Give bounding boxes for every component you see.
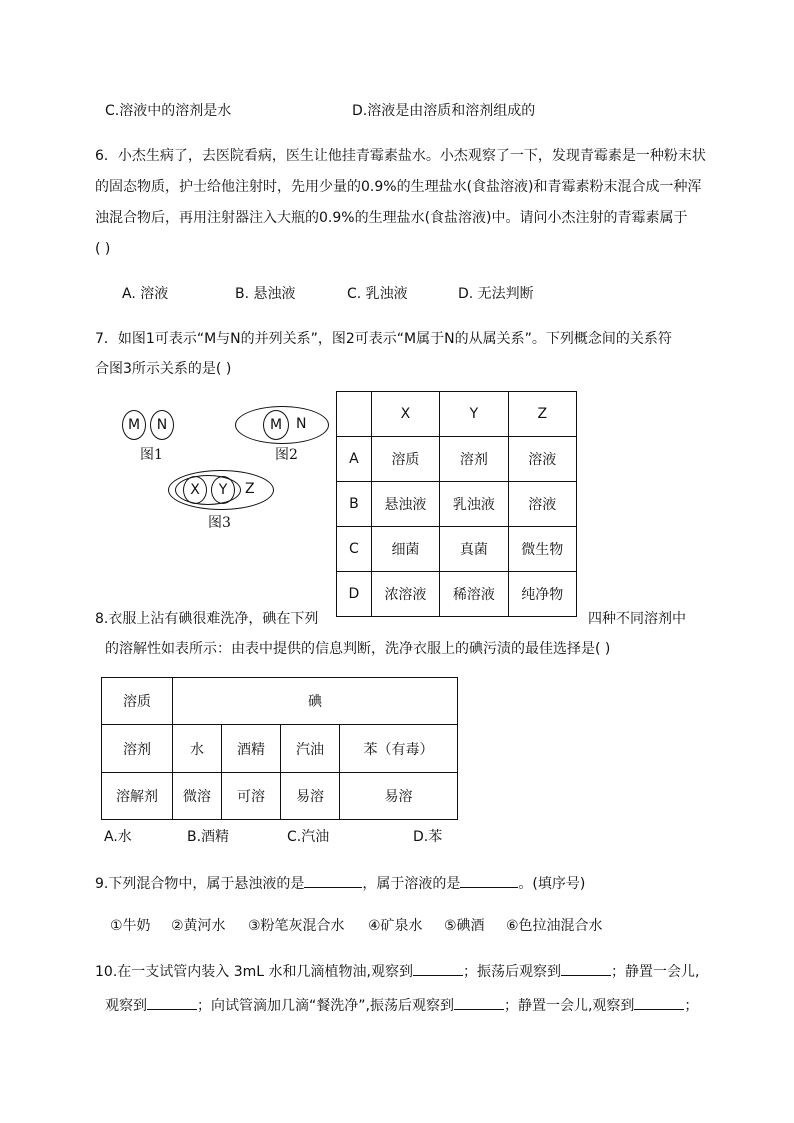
q7-table-cell: D [337, 572, 372, 617]
table-row [337, 572, 577, 617]
q8-table-cell: 溶质 [102, 678, 173, 725]
fig3-label: 图3 [208, 515, 231, 531]
q10-blank-1[interactable] [413, 961, 463, 976]
q9-text-2: ，属于溶液的是 [362, 876, 461, 892]
table-row [102, 773, 458, 820]
q8-solubility-table [101, 677, 458, 820]
q7-table-cell: 乳浊液 [440, 482, 508, 527]
q7-table-header-row [337, 392, 577, 437]
q7-table-cell: 纯净物 [508, 572, 576, 617]
fig1-label: 图1 [140, 447, 163, 463]
q6-line-1: 6．小杰生病了，去医院看病，医生让他挂青霉素盐水。小杰观察了一下，发现青霉素是一种粉末状 [95, 148, 706, 164]
q10-blank-4[interactable] [454, 995, 504, 1010]
q9-text-1: 9.下列混合物中，属于悬浊液的是 [95, 876, 305, 892]
q10-blank-5[interactable] [634, 995, 684, 1010]
q7-table-cell: 溶液 [508, 482, 576, 527]
q10-line-2 [105, 995, 698, 1016]
q8-table-cell: 溶解剂 [102, 773, 173, 820]
fig1-circle-m: M [122, 410, 146, 440]
table-row [337, 527, 577, 572]
fig1-circle-n: N [150, 410, 174, 440]
q7-table-cell: 稀溶液 [440, 572, 508, 617]
q6-option-b: B. 悬浊液 [235, 286, 296, 302]
q6-option-a: A. 溶液 [122, 286, 169, 302]
q7-table-cell: 溶液 [508, 437, 576, 482]
q8-table-cell: 易溶 [340, 773, 458, 820]
q7-table-cell: B [337, 482, 372, 527]
q6-line-3: 浊混合物后，再用注射器注入大瓶的0.9%的生理盐水(食盐溶液)中。请问小杰注射的青霉素属于 [95, 210, 688, 226]
q7-table-cell: A [337, 437, 372, 482]
fig2-label: 图2 [275, 447, 298, 463]
q7-line-2: 合图3所示关系的是( ) [95, 361, 232, 377]
q8-table-cell: 溶剂 [102, 725, 173, 773]
q9-blank-solution[interactable] [460, 873, 518, 888]
q9-text-3: 。(填序号) [518, 876, 586, 892]
q7-table-cell: 溶剂 [440, 437, 508, 482]
q10-blank-3[interactable] [147, 995, 197, 1010]
q7-table-cell: 微生物 [508, 527, 576, 572]
q8-table-cell: 酒精 [222, 725, 281, 773]
fig3-z-label: Z [245, 481, 255, 497]
q7-table-cell: C [337, 527, 372, 572]
table-row [337, 482, 577, 527]
q9-item-1: ①牛奶 [110, 918, 151, 934]
q7-table-cell: 溶质 [371, 437, 439, 482]
q9-item-4: ④矿泉水 [368, 918, 423, 934]
fig2-n-label: N [296, 416, 307, 432]
q7-options-table [336, 391, 577, 617]
q10-text-4: 观察到 [105, 998, 147, 1014]
q8-table-cell: 碘 [173, 678, 458, 725]
q7-table-cell: 悬浊液 [371, 482, 439, 527]
q10-text-7: ； [684, 998, 699, 1014]
fig3-circle-y: Y [211, 476, 235, 504]
q10-text-3: ；静置一会儿, [610, 964, 700, 980]
q7-table-cell [337, 392, 372, 437]
q9-item-2: ②黄河水 [171, 918, 226, 934]
q9-item-6: ⑥色拉油混合水 [506, 918, 603, 934]
q8-table-cell: 微溶 [173, 773, 222, 820]
q6-line-2: 的固态物质，护士给他注射时，先用少量的0.9%的生理盐水(食盐溶液)和青霉素粉末混合成一种浑 [95, 179, 702, 195]
q8-option-a: A.水 [104, 829, 132, 845]
fig2-circle-m: M [263, 410, 289, 440]
q8-line-1b: 四种不同溶剂中 [588, 611, 686, 627]
q8-option-d: D.苯 [413, 829, 443, 845]
q6-answer-paren: ( ) [95, 241, 111, 257]
q7-table-cell: X [371, 392, 439, 437]
q10-text-5: ；向试管滴加几滴“餐洗净”,振荡后观察到 [197, 998, 454, 1014]
q5-option-d: D.溶液是由溶质和溶剂组成的 [352, 103, 536, 119]
q8-option-b: B.酒精 [187, 829, 230, 845]
q9-item-5: ⑤碘酒 [444, 918, 485, 934]
table-row [102, 678, 458, 725]
q5-option-c: C.溶液中的溶剂是水 [105, 103, 232, 119]
q8-table-cell: 易溶 [281, 773, 340, 820]
q8-option-c: C.汽油 [287, 829, 330, 845]
q9-item-3: ③粉笔灰混合水 [248, 918, 345, 934]
q7-table-cell: Z [508, 392, 576, 437]
q9-prompt [95, 873, 585, 894]
q8-table-cell: 水 [173, 725, 222, 773]
q10-line-1 [95, 961, 699, 982]
q6-option-d: D. 无法判断 [458, 286, 534, 302]
q7-table-cell: 浓溶液 [371, 572, 439, 617]
q8-table-cell: 苯（有毒） [340, 725, 458, 773]
table-row [337, 437, 577, 482]
q8-line-1a: 8.衣服上沾有碘很难洗净，碘在下列 [95, 611, 319, 627]
q10-text-6: ；静置一会儿,观察到 [503, 998, 635, 1014]
q10-text-1: 10.在一支试管内装入 3mL 水和几滴植物油,观察到 [95, 964, 413, 980]
q6-option-c: C. 乳浊液 [347, 286, 408, 302]
q7-line-1: 7．如图1可表示“M与N的并列关系”，图2可表示“M属于N的从属关系”。下列概念间的关系符 [95, 331, 672, 347]
q10-text-2: ；振荡后观察到 [462, 964, 561, 980]
table-row [102, 725, 458, 773]
q7-table-cell: 细菌 [371, 527, 439, 572]
q8-table-cell: 可溶 [222, 773, 281, 820]
q9-blank-suspension[interactable] [304, 873, 362, 888]
q7-table-cell: 真菌 [440, 527, 508, 572]
q8-line-2: 的溶解性如表所示：由表中提供的信息判断，洗净衣服上的碘污渍的最佳选择是( ) [105, 641, 611, 657]
q10-blank-2[interactable] [561, 961, 611, 976]
q8-table-cell: 汽油 [281, 725, 340, 773]
fig3-circle-x: X [183, 476, 207, 504]
q7-table-cell: Y [440, 392, 508, 437]
